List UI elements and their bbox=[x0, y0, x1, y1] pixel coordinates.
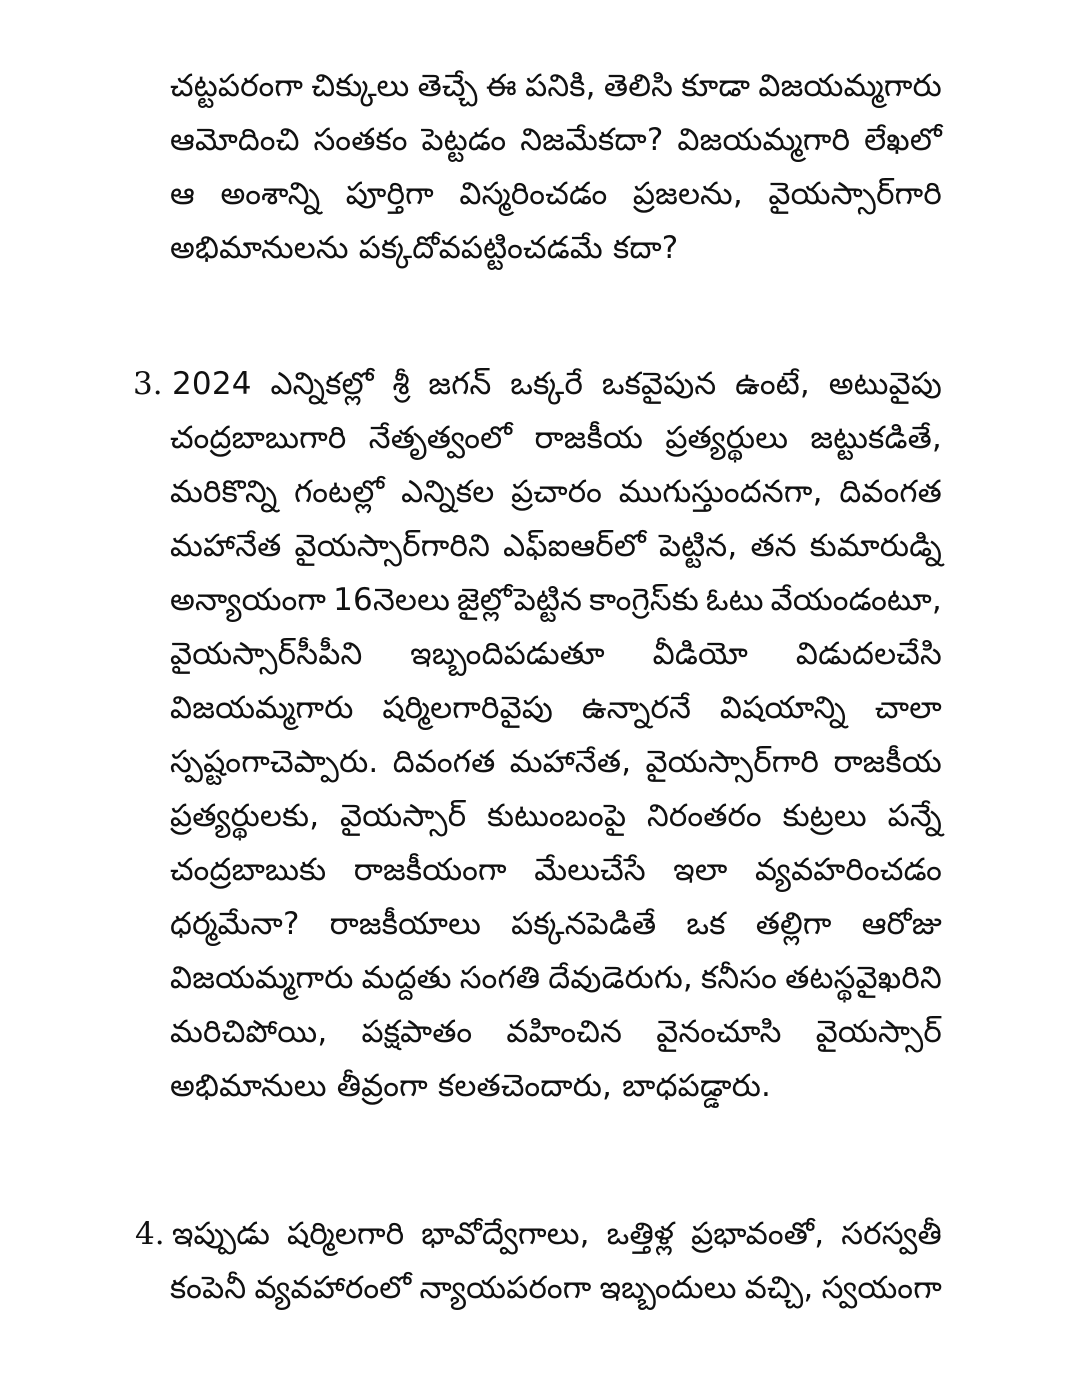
word: చట్టపరంగా bbox=[170, 68, 304, 104]
word: ఇబ్బందులు bbox=[599, 1270, 737, 1306]
word: గంటల్లో bbox=[294, 474, 385, 510]
word: ఇలా bbox=[673, 852, 728, 888]
paragraph-line bbox=[170, 578, 942, 622]
word: విజయమ్మగారి bbox=[677, 122, 851, 158]
paragraph-line bbox=[170, 956, 942, 1000]
word: మరికొన్ని bbox=[170, 474, 278, 510]
word: వైయస్సార్‌సీపీని bbox=[170, 636, 363, 672]
word: జగన్ bbox=[428, 366, 492, 402]
word: ఆరోజు bbox=[861, 906, 942, 942]
word: విజయమ్మగారు bbox=[170, 960, 354, 996]
word: ముగుస్తుందనగా, bbox=[618, 474, 823, 510]
word: మద్దతు bbox=[361, 960, 452, 996]
word: మహానేత, bbox=[509, 744, 632, 780]
word: విజయమ్మగారు bbox=[758, 68, 942, 104]
word: తెలిసి bbox=[603, 68, 674, 104]
word: కాంగ్రెస్‌కు bbox=[589, 582, 699, 618]
word: తటస్థవైఖరిని bbox=[785, 960, 942, 996]
word: ధర్మమేనా? bbox=[170, 906, 300, 942]
paragraph-line: అభిమానులు తీవ్రంగా కలతచెందారు, బాధపడ్డారు. bbox=[170, 1068, 772, 1104]
word: కుమారుడ్ని bbox=[809, 528, 942, 564]
word: ప్రచారం bbox=[511, 474, 603, 510]
paragraph-line bbox=[170, 902, 942, 946]
word: పెట్టిన, bbox=[659, 528, 738, 564]
paragraph-line bbox=[170, 524, 942, 568]
word: చంద్రబాబుగారి bbox=[170, 420, 347, 456]
word: వైయస్సార్‌గారిని bbox=[294, 528, 491, 564]
word: పూర్తిగా bbox=[345, 176, 434, 212]
word: చంద్రబాబుకు bbox=[170, 852, 327, 888]
word: దివంగత bbox=[392, 744, 496, 780]
word: వైయస్సార్ bbox=[815, 1014, 942, 1050]
word: ఈ bbox=[485, 68, 517, 104]
word: విషయాన్ని bbox=[719, 690, 847, 726]
word: మరిచిపోయి, bbox=[170, 1014, 328, 1050]
word: రాజకీయాలు bbox=[329, 906, 482, 942]
word: ఎఫ్ఐఆర్‌లో bbox=[503, 528, 646, 564]
word: వ్యవహారంలో bbox=[254, 1270, 412, 1306]
word: న్యాయపరంగా bbox=[419, 1270, 592, 1306]
word: ప్రత్యర్థులకు, bbox=[170, 798, 320, 834]
word: అంశాన్ని bbox=[220, 176, 321, 212]
paragraph-line bbox=[170, 794, 942, 838]
word: పెట్టడం bbox=[421, 122, 507, 158]
word: జట్టుకడితే, bbox=[810, 420, 942, 456]
word: వైయస్సార్‌గారి bbox=[768, 176, 942, 212]
paragraph-line bbox=[172, 1212, 942, 1256]
word: వహించిన bbox=[506, 1014, 623, 1050]
word: వేయండంటూ, bbox=[770, 582, 942, 618]
word: దేవుడెరుగు, bbox=[548, 960, 693, 996]
word: వచ్చి, bbox=[744, 1270, 814, 1306]
word: ప్రత్యర్థులు bbox=[665, 420, 789, 456]
word: కుటుంబంపై bbox=[487, 798, 627, 834]
paragraph-line bbox=[170, 632, 942, 676]
word: అటువైపు bbox=[828, 366, 942, 402]
word: రాజకీయ bbox=[534, 420, 644, 456]
word: నిజమేకదా? bbox=[520, 122, 664, 158]
list-item-number: 4. bbox=[135, 1216, 165, 1252]
paragraph-line bbox=[170, 740, 942, 784]
word: ఇబ్బందిపడుతూ bbox=[410, 636, 605, 672]
paragraph-line: అభిమానులను పక్కదోవపట్టించడమే కదా? bbox=[170, 230, 679, 266]
word: జైల్లోపెట్టిన bbox=[457, 582, 583, 618]
word: స్పష్టంగాచెప్పారు. bbox=[170, 744, 379, 780]
word: కనీసం bbox=[701, 960, 778, 996]
paragraph-line bbox=[170, 118, 942, 162]
word: ఒక్కరే bbox=[510, 366, 584, 402]
word: తెచ్చే bbox=[417, 68, 478, 104]
paragraph-line bbox=[170, 416, 942, 460]
list-item-number: 3. bbox=[133, 366, 163, 402]
word: నేతృత్వంలో bbox=[368, 420, 513, 456]
word: వీడియో bbox=[652, 636, 749, 672]
word: వైయస్సార్‌గారి bbox=[645, 744, 820, 780]
word: స్వయంగా bbox=[821, 1270, 942, 1306]
paragraph-line bbox=[170, 848, 942, 892]
word: కూడా bbox=[681, 68, 751, 104]
word: విస్మరించడం bbox=[459, 176, 608, 212]
word: వైనంచూసి bbox=[656, 1014, 782, 1050]
paragraph-line bbox=[170, 470, 942, 514]
word: ఎన్నికల bbox=[401, 474, 495, 510]
word: పనికి, bbox=[525, 68, 596, 104]
word: పన్నే bbox=[887, 798, 942, 834]
word: సరస్వతీ bbox=[841, 1216, 942, 1252]
word: తల్లిగా bbox=[755, 906, 832, 942]
word: విడుదలచేసి bbox=[795, 636, 942, 672]
word: రాజకీయ bbox=[833, 744, 942, 780]
word: 16నెలలు bbox=[333, 582, 451, 618]
paragraph-line bbox=[170, 64, 942, 108]
word: ప్రభావంతో, bbox=[691, 1216, 825, 1252]
word: ఉన్నారనే bbox=[581, 690, 692, 726]
word: ప్రజలను, bbox=[632, 176, 743, 212]
word: వ్యవహరించడం bbox=[754, 852, 942, 888]
word: ఉంటే, bbox=[735, 366, 810, 402]
word: ఒత్తిళ్ల bbox=[606, 1216, 675, 1252]
word: ఆమోదించి bbox=[170, 122, 300, 158]
word: షర్మిలగారివైపు bbox=[382, 690, 554, 726]
word: శ్రీ bbox=[392, 366, 410, 402]
word: 2024 bbox=[172, 366, 252, 402]
word: వైయస్సార్ bbox=[340, 798, 467, 834]
paragraph-line bbox=[170, 686, 942, 730]
word: చిక్కులు bbox=[311, 68, 410, 104]
word: ఎన్నికల్లో bbox=[270, 366, 374, 402]
word: భావోద్వేగాలు, bbox=[421, 1216, 590, 1252]
word: చాలా bbox=[874, 690, 942, 726]
word: దివంగత bbox=[839, 474, 942, 510]
word: పక్కనపెడితే bbox=[511, 906, 657, 942]
word: రాజకీయంగా bbox=[353, 852, 507, 888]
word: నిరంతరం bbox=[646, 798, 762, 834]
word: విజయమ్మగారు bbox=[170, 690, 354, 726]
word: ఓటు bbox=[705, 582, 764, 618]
word: షర్మిలగారి bbox=[287, 1216, 405, 1252]
word: తన bbox=[750, 528, 797, 564]
word: ఇప్పుడు bbox=[172, 1216, 271, 1252]
paragraph-line bbox=[170, 1266, 942, 1310]
word: సంగతి bbox=[459, 960, 541, 996]
word: లేఖలో bbox=[864, 122, 942, 158]
word: సంతకం bbox=[313, 122, 408, 158]
word: మహానేత bbox=[170, 528, 282, 564]
word: మేలుచేసే bbox=[534, 852, 646, 888]
word: ఒకవైపున bbox=[601, 366, 717, 402]
word: అన్యాయంగా bbox=[170, 582, 327, 618]
word: పక్షపాతం bbox=[361, 1014, 473, 1050]
word: కుట్రలు bbox=[782, 798, 867, 834]
word: ఆ bbox=[170, 176, 195, 212]
word: కంపెనీ bbox=[170, 1270, 247, 1306]
paragraph-line bbox=[170, 1010, 942, 1054]
paragraph-line bbox=[170, 172, 942, 216]
word: ఒక bbox=[686, 906, 726, 942]
paragraph-line bbox=[172, 362, 942, 406]
